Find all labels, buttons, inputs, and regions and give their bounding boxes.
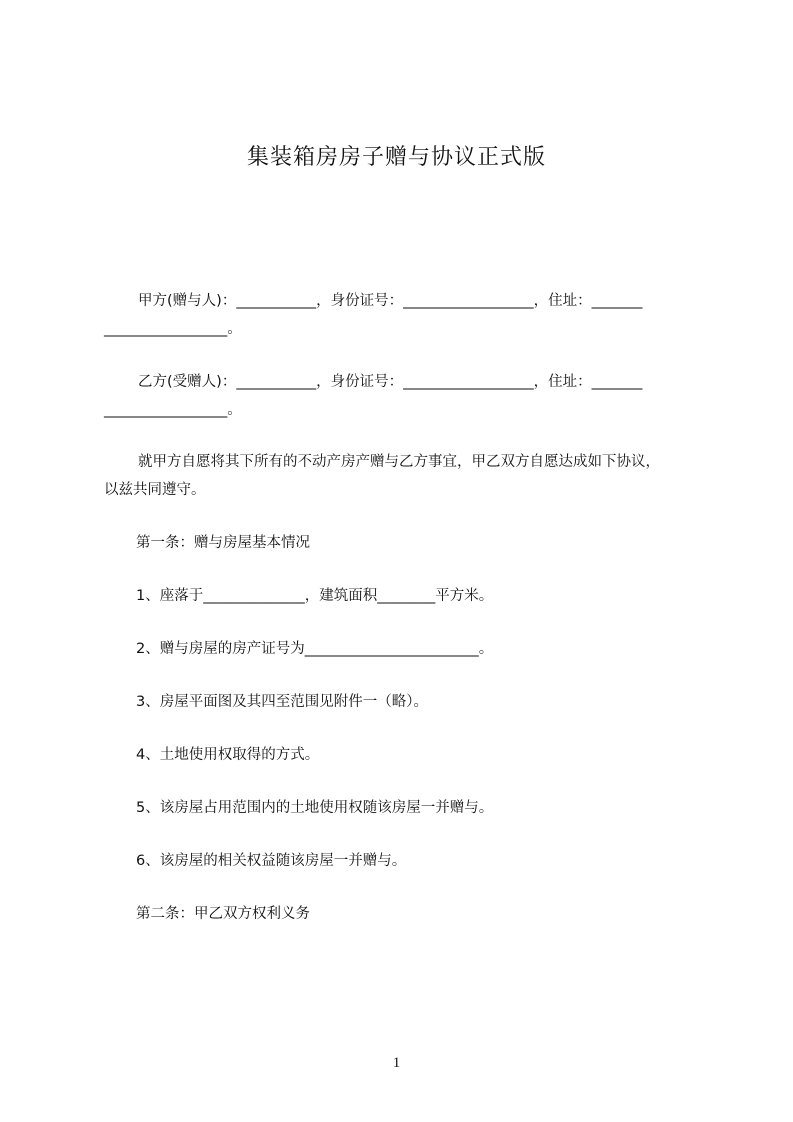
article-1-item-6: 6、该房屋的相关权益随该房屋一并赠与。: [136, 853, 407, 869]
party-a-line-2: _________________。: [104, 321, 242, 337]
party-b-line-2: _________________。: [104, 402, 242, 418]
article-1-item-4: 4、土地使用权取得的方式。: [136, 747, 320, 763]
article-1-heading: 第一条：赠与房屋基本情况: [136, 535, 310, 551]
party-b-line-1: 乙方(受赠人)：___________，身份证号：__________________，住址：_______: [138, 374, 643, 390]
article-1-item-5: 5、该房屋占用范围内的土地使用权随该房屋一并赠与。: [136, 800, 494, 816]
article-1-item-1: 1、座落于______________，建筑面积________平方米。: [136, 588, 494, 604]
document-title: 集装箱房房子赠与协议正式版: [246, 145, 546, 170]
page-number: 1: [392, 1055, 401, 1071]
party-a-line-1: 甲方(赠与人)：___________，身份证号：__________________，住址：_______: [138, 293, 643, 309]
preamble-line-1: 就甲方自愿将其下所有的不动产房产赠与乙方事宜，甲乙双方自愿达成如下协议，: [138, 454, 660, 470]
article-1-item-3: 3、房屋平面图及其四至范围见附件一（略）。: [136, 694, 428, 710]
article-2-heading: 第二条：甲乙双方权利义务: [136, 906, 310, 922]
article-1-item-2: 2、赠与房屋的房产证号为________________________。: [136, 641, 494, 657]
preamble-line-2: 以兹共同遵守。: [104, 482, 206, 498]
